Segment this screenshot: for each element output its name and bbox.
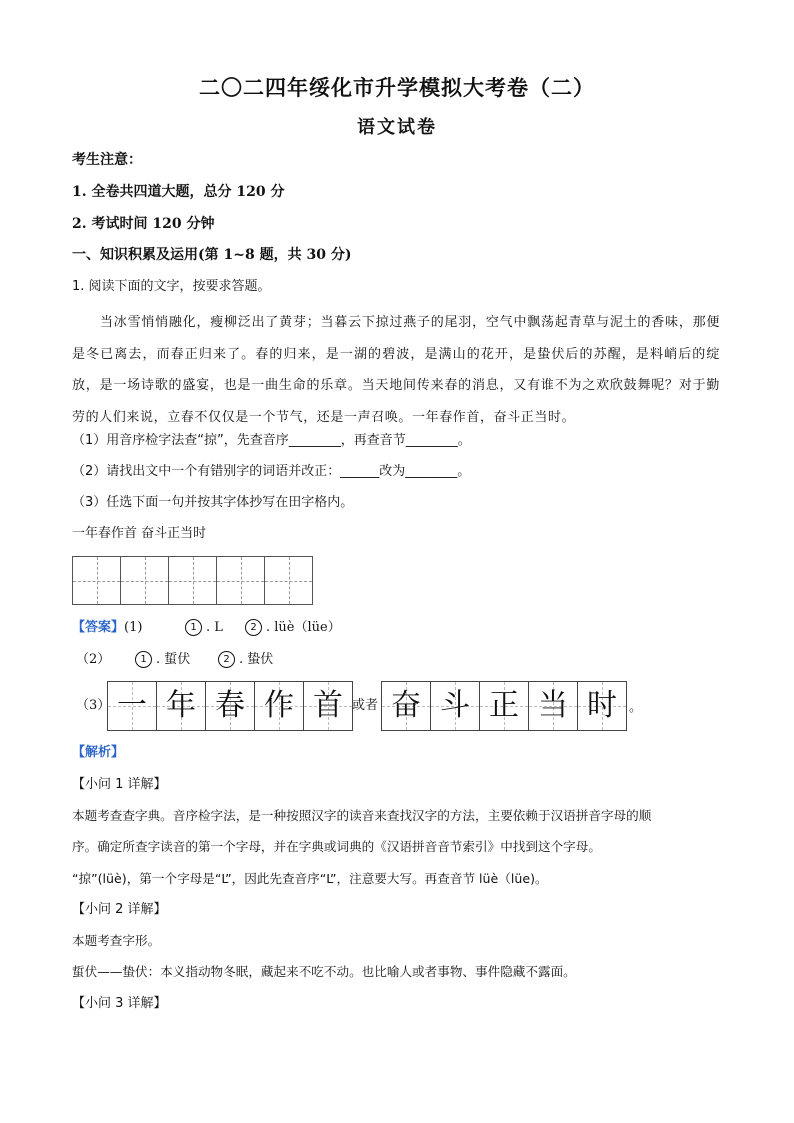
q1-passage: 当冰雪悄悄融化，瘦柳泛出了黄芽；当暮云下掠过燕子的尾羽，空气中飘荡起青草与泥土的香味，那便是冬已离去，而春正归来了。春的归来，是一湖的碧波，是满山的花开，是蛰伏后的苏醒，是料峭后的绽放，是一场诗歌的盛宴，也是一曲生命的乐章。当天地间传来春的消息，又有谁不为之欢欣鼓舞呢？对于勤劳的人们来说，立春不仅仅是一个节气，还是一声召唤。一年春作首，奋斗正当时。 <box>72 315 720 425</box>
answer-char-cell <box>303 681 353 731</box>
answer-grid-b <box>381 681 626 731</box>
answer-char-cell <box>430 681 480 731</box>
answer-1-item-2 <box>245 619 341 637</box>
analysis-s1-p1: 本题考查查字典。音序检字法，是一种按照汉字的读音来查找汉字的方法，主要依赖于汉语拼音字母的顺 <box>72 808 652 823</box>
answer-tag: 【答案】 <box>72 620 125 635</box>
answer-char-cell <box>205 681 255 731</box>
answer-char: 斗 <box>440 688 470 723</box>
answer-3-end: 。 <box>629 700 643 715</box>
answer-char: 春 <box>215 688 245 723</box>
answer-1-label: (1) <box>124 620 143 635</box>
analysis-s1-p2: 序。确定所查字读音的第一个字母，并在字典或词典的《汉语拼音音节索引》中找到这个字母。 <box>72 839 601 854</box>
circled-number: 1 <box>135 651 152 668</box>
answer-char: 作 <box>264 688 294 723</box>
tian-cell <box>168 556 217 605</box>
answer-2-item-1 <box>135 651 190 669</box>
answer-char: 当 <box>538 688 568 723</box>
notice-heading: 考生注意： <box>72 152 142 168</box>
section-1-heading: 一、知识积累及运用(第 1~8 题，共 30 分) <box>72 247 352 263</box>
answer-char-cell <box>254 681 304 731</box>
answer-1-item-1 <box>185 619 223 637</box>
answer-grid-a <box>107 681 352 731</box>
answer-2-item-2 <box>218 651 273 669</box>
analysis-s3-head: 【小问 3 详解】 <box>72 996 167 1011</box>
exam-subtitle: 语文试卷 <box>357 117 437 138</box>
answer-char: 一 <box>117 688 147 723</box>
answer-1-value-1: . L <box>206 620 223 635</box>
answer-3-or: 或者 <box>352 698 379 713</box>
notice-item-1: 1. 全卷共四道大题，总分 120 分 <box>72 184 285 200</box>
q1-sub-2: （2）请找出文中一个有错别字的词语并改正：______改为________。 <box>72 464 471 479</box>
answer-char: 首 <box>313 688 343 723</box>
answer-char: 时 <box>587 688 617 723</box>
q1-prompt: 1. 阅读下面的文字，按要求答题。 <box>72 279 271 294</box>
circled-number: 2 <box>218 651 235 668</box>
answer-char-cell <box>156 681 206 731</box>
q1-sub-3: （3）任选下面一句并按其字体抄写在田字格内。 <box>72 495 354 510</box>
tian-cell <box>216 556 265 605</box>
answer-1-value-2: . lüè（lüe） <box>266 620 341 635</box>
analysis-tag: 【解析】 <box>72 745 125 760</box>
answer-char: 正 <box>489 688 519 723</box>
answer-char-cell <box>107 681 157 731</box>
q1-copy-line: 一年春作首 奋斗正当时 <box>72 526 207 541</box>
analysis-s2-p1: 本题考查字形。 <box>72 933 161 948</box>
exam-title: 二〇二四年绥化市升学模拟大考卷（二） <box>199 75 595 100</box>
analysis-s2-head: 【小问 2 详解】 <box>72 902 167 917</box>
answer-char-cell <box>528 681 578 731</box>
circled-number: 1 <box>185 619 202 636</box>
analysis-s2-p2: 蜇伏——蛰伏：本义指动物冬眠，藏起来不吃不动。也比喻人或者事物、事件隐藏不露面。 <box>72 964 576 979</box>
answer-2-label: （2） <box>76 652 111 667</box>
answer-2-value-1: . 蜇伏 <box>156 652 191 667</box>
answer-line-1 <box>72 619 142 637</box>
analysis-s1-p3: “掠”(lüè)，第一个字母是“L”，因此先查音序“L”，注意要大写。再查音节 lüè（lüe)。 <box>72 871 548 886</box>
answer-2-value-2: . 蛰伏 <box>239 652 274 667</box>
answer-char-cell <box>577 681 627 731</box>
analysis-s1-head: 【小问 1 详解】 <box>72 777 167 792</box>
tian-cell <box>72 556 121 605</box>
q1-sub-1: （1）用音序检字法查“掠”，先查音序________，再查音节________。 <box>72 433 471 448</box>
answer-char-cell <box>381 681 431 731</box>
answer-char: 年 <box>166 688 196 723</box>
answer-char-cell <box>479 681 529 731</box>
tian-cell <box>120 556 169 605</box>
tian-cell <box>264 556 313 605</box>
circled-number: 2 <box>245 619 262 636</box>
tian-grid-empty <box>72 556 312 605</box>
answer-char: 奋 <box>391 688 421 723</box>
notice-item-2: 2. 考试时间 120 分钟 <box>72 216 215 232</box>
answer-3-label: （3） <box>76 698 111 713</box>
